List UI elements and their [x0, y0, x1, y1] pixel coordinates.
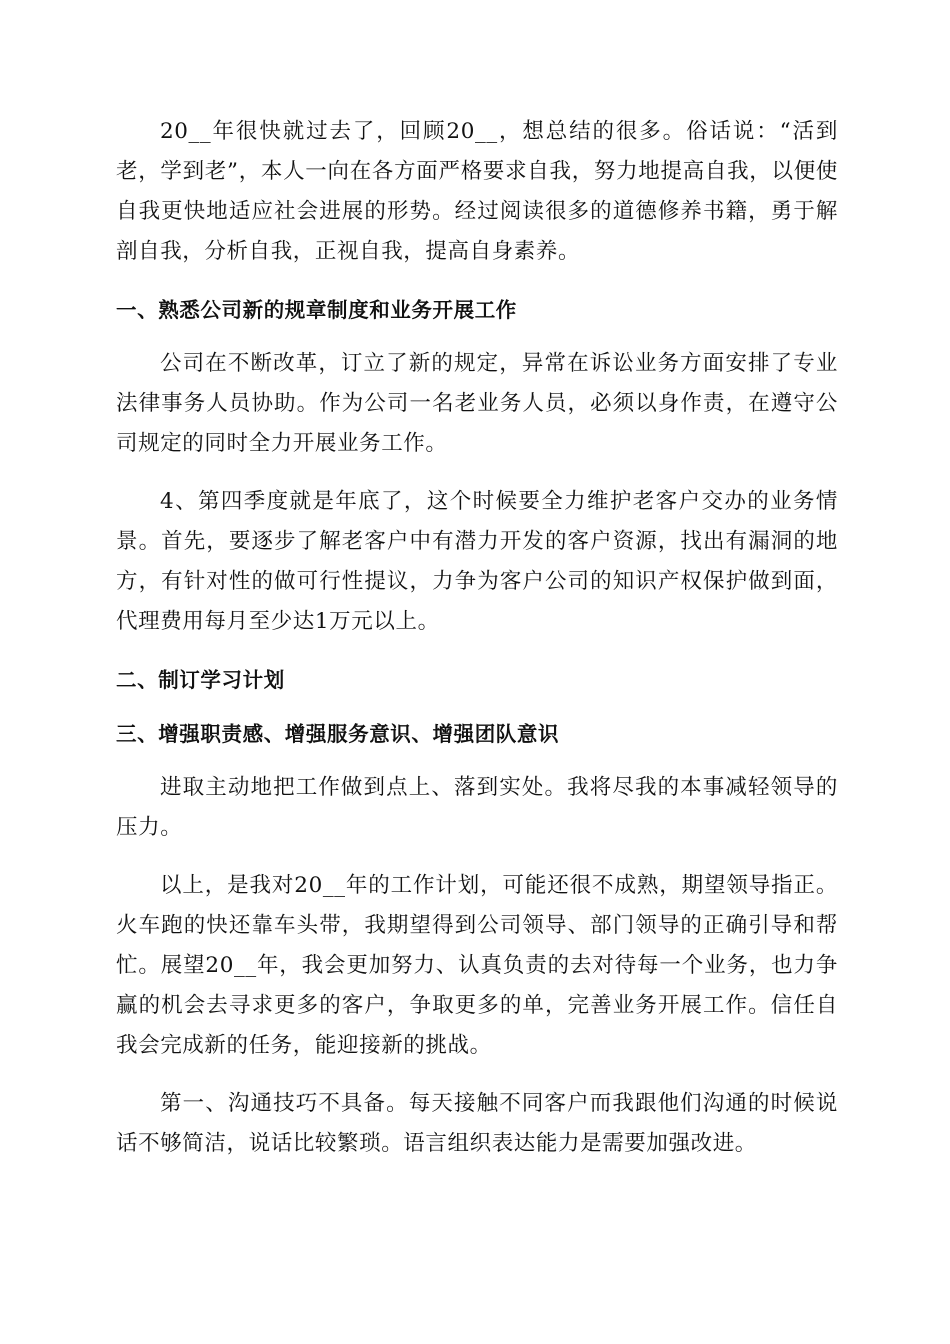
paragraph-initiative: 进取主动地把工作做到点上、落到实处。我将尽我的本事减轻领导的压力。: [116, 775, 838, 840]
paragraph-fourth-quarter: 4、第四季度就是年底了，这个时候要全力维护老客户交办的业务情景。首先，要逐步了解老客户中有潜力开发的客户资源，找出有漏洞的地方，有针对性的做可行性提议，力争为客户公司的知识产权保护做到面，代理费用每月至少达1万元以上。: [116, 489, 838, 634]
document-body: [116, 112, 838, 1182]
paragraph-company-rules: 公司在不断改革，订立了新的规定，异常在诉讼业务方面安排了专业法律事务人员协助。作为公司一名老业务人员，必须以身作责，在遵守公司规定的同时全力开展业务工作。: [116, 351, 838, 456]
paragraph-intro: 20__年很快就过去了，回顾20__，想总结的很多。俗话说：“活到老，学到老”，本人一向在各方面严格要求自我，努力地提高自我，以便使自我更快地适应社会进展的形势。经过阅读很多的道德修养书籍，勇于解剖自我，分析自我，正视自我，提高自身素养。: [116, 119, 838, 264]
section-heading-3: 三、增强职责感、增强服务意识、增强团队意识: [116, 722, 560, 746]
paragraph-communication: 第一、沟通技巧不具备。每天接触不同客户而我跟他们沟通的时候说话不够简洁，说话比较繁琐。语言组织表达能力是需要加强改进。: [116, 1091, 838, 1156]
paragraph-conclusion: 以上，是我对20__年的工作计划，可能还很不成熟，期望领导指正。火车跑的快还靠车头带，我期望得到公司领导、部门领导的正确引导和帮忙。展望20__年，我会更加努力、认真负责的去对待每一个业务，也力争赢的机会去寻求更多的客户，争取更多的单，完善业务开展工作。信任自我会完成新的任务，能迎接新的挑战。: [116, 873, 838, 1058]
section-heading-1: 一、熟悉公司新的规章制度和业务开展工作: [116, 298, 517, 322]
section-heading-2: 二、制订学习计划: [116, 668, 285, 692]
